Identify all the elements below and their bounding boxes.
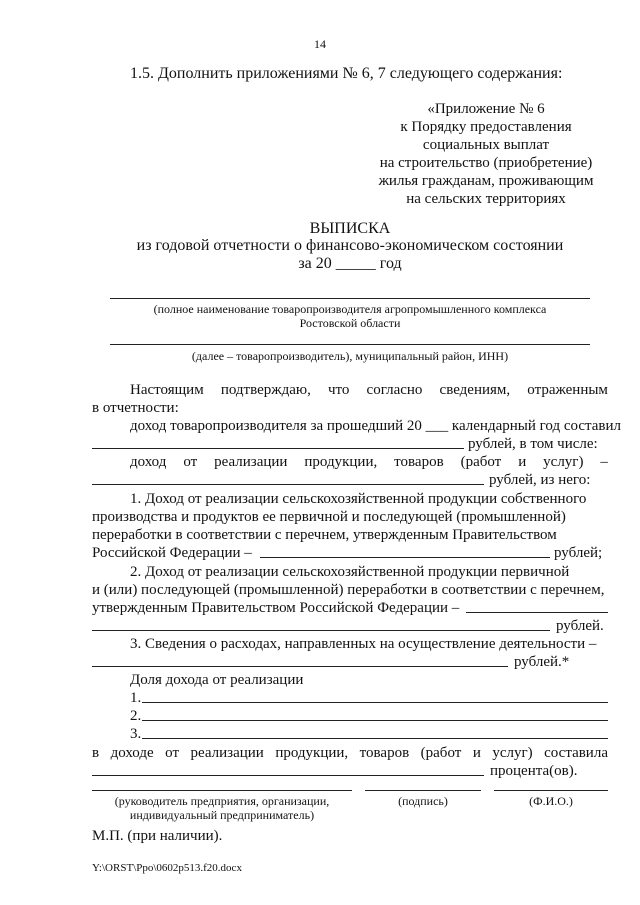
appendix-header-line: социальных выплат — [422, 137, 550, 153]
signature-line-sign — [365, 790, 481, 791]
district-caption: (далее – товаропроизводитель), муниципальный район, ИНН) — [191, 349, 509, 363]
para-line-10-end: рублей; — [554, 545, 603, 561]
para-line-9: переработки в соответствии с перечнем, утвержденным Правительством — [92, 527, 557, 543]
list-item: 3. — [130, 726, 142, 742]
intro-text: 1.5. Дополнить приложениями № 6, 7 следующего содержания: — [130, 65, 563, 82]
para-line-13: утвержденным Правительством Российской Федерации – — [92, 600, 460, 616]
name-caption — [110, 302, 590, 330]
para-line-14-end: рублей. — [556, 618, 604, 634]
para-line-4: рублей, в том числе: — [468, 436, 598, 452]
blank-field — [142, 702, 608, 703]
para-line-1: Настоящим подтверждаю, что согласно сведениям, отраженным — [130, 382, 608, 398]
para-line-15: 3. Сведения о расходах, направленных на осуществление деятельности – — [130, 636, 597, 652]
blank-field — [92, 630, 550, 631]
appendix-header-line: к Порядку предоставления — [400, 119, 572, 135]
blank-field — [92, 484, 484, 485]
signature-line-head — [92, 790, 352, 791]
para-line-10: Российской Федерации – — [92, 545, 252, 561]
appendix-header-line: жилья гражданам, проживающим — [378, 173, 594, 189]
list-item: 1. — [130, 690, 142, 706]
fio-label: (Ф.И.О.) — [529, 794, 573, 808]
list-item: 2. — [130, 708, 142, 724]
para-line-16-end: рублей.* — [514, 654, 570, 670]
para-line-12: и (или) последующей (промышленной) переработки в соответствии с перечнем, — [92, 582, 605, 598]
appendix-header-line: «Приложение № 6 — [427, 101, 545, 117]
para-line-2: в отчетности: — [92, 400, 179, 416]
file-path: Y:\ORST\Ppo\0602p513.f20.docx — [92, 862, 242, 874]
page-number: 14 — [314, 37, 326, 51]
blank-field — [92, 775, 484, 776]
blank-field — [260, 557, 550, 558]
document-subtitle: из годовой отчетности о финансово-экономическом состоянии — [136, 237, 564, 254]
blank-field — [92, 448, 464, 449]
stamp-note: М.П. (при наличии). — [92, 828, 223, 844]
blank-field — [92, 666, 508, 667]
blank-field — [142, 720, 608, 721]
name-underline — [110, 298, 590, 299]
blank-field — [142, 738, 608, 739]
appendix-header-line: на строительство (приобретение) — [379, 155, 593, 171]
signature-line-fio — [494, 790, 608, 791]
para-line-19-end: процента(ов). — [490, 763, 578, 779]
para-line-18: в доходе от реализации продукции, товаров (работ и услуг) составила — [92, 745, 608, 761]
para-line-7: 1. Доход от реализации сельскохозяйственной продукции собственного — [130, 491, 587, 507]
para-line-6: рублей, из него: — [489, 472, 591, 488]
para-line-17: Доля дохода от реализации — [130, 672, 304, 688]
caption-line: Ростовской области — [299, 316, 401, 330]
appendix-header — [366, 100, 606, 208]
district-underline — [110, 344, 590, 345]
head-label: (руководитель предприятия, организации, индивидуальный предприниматель) — [114, 794, 330, 822]
sign-label: (подпись) — [398, 794, 448, 808]
year-line: за 20 _____ год — [298, 255, 402, 272]
para-line-3: доход товаропроизводителя за прошедший 20 ___ календарный год составил — [130, 418, 622, 434]
caption-line: (полное наименование товаропроизводителя агропромышленного комплекса — [153, 302, 547, 316]
para-line-11: 2. Доход от реализации сельскохозяйственной продукции первичной — [130, 564, 570, 580]
para-line-8: производства и продуктов ее первичной и последующей (промышленной) — [92, 509, 566, 525]
blank-field — [466, 612, 608, 613]
para-line-5: доход от реализации продукции, товаров (работ и услуг) – — [130, 454, 608, 470]
appendix-header-line: на сельских территориях — [406, 191, 566, 207]
document-title: ВЫПИСКА — [309, 220, 391, 237]
